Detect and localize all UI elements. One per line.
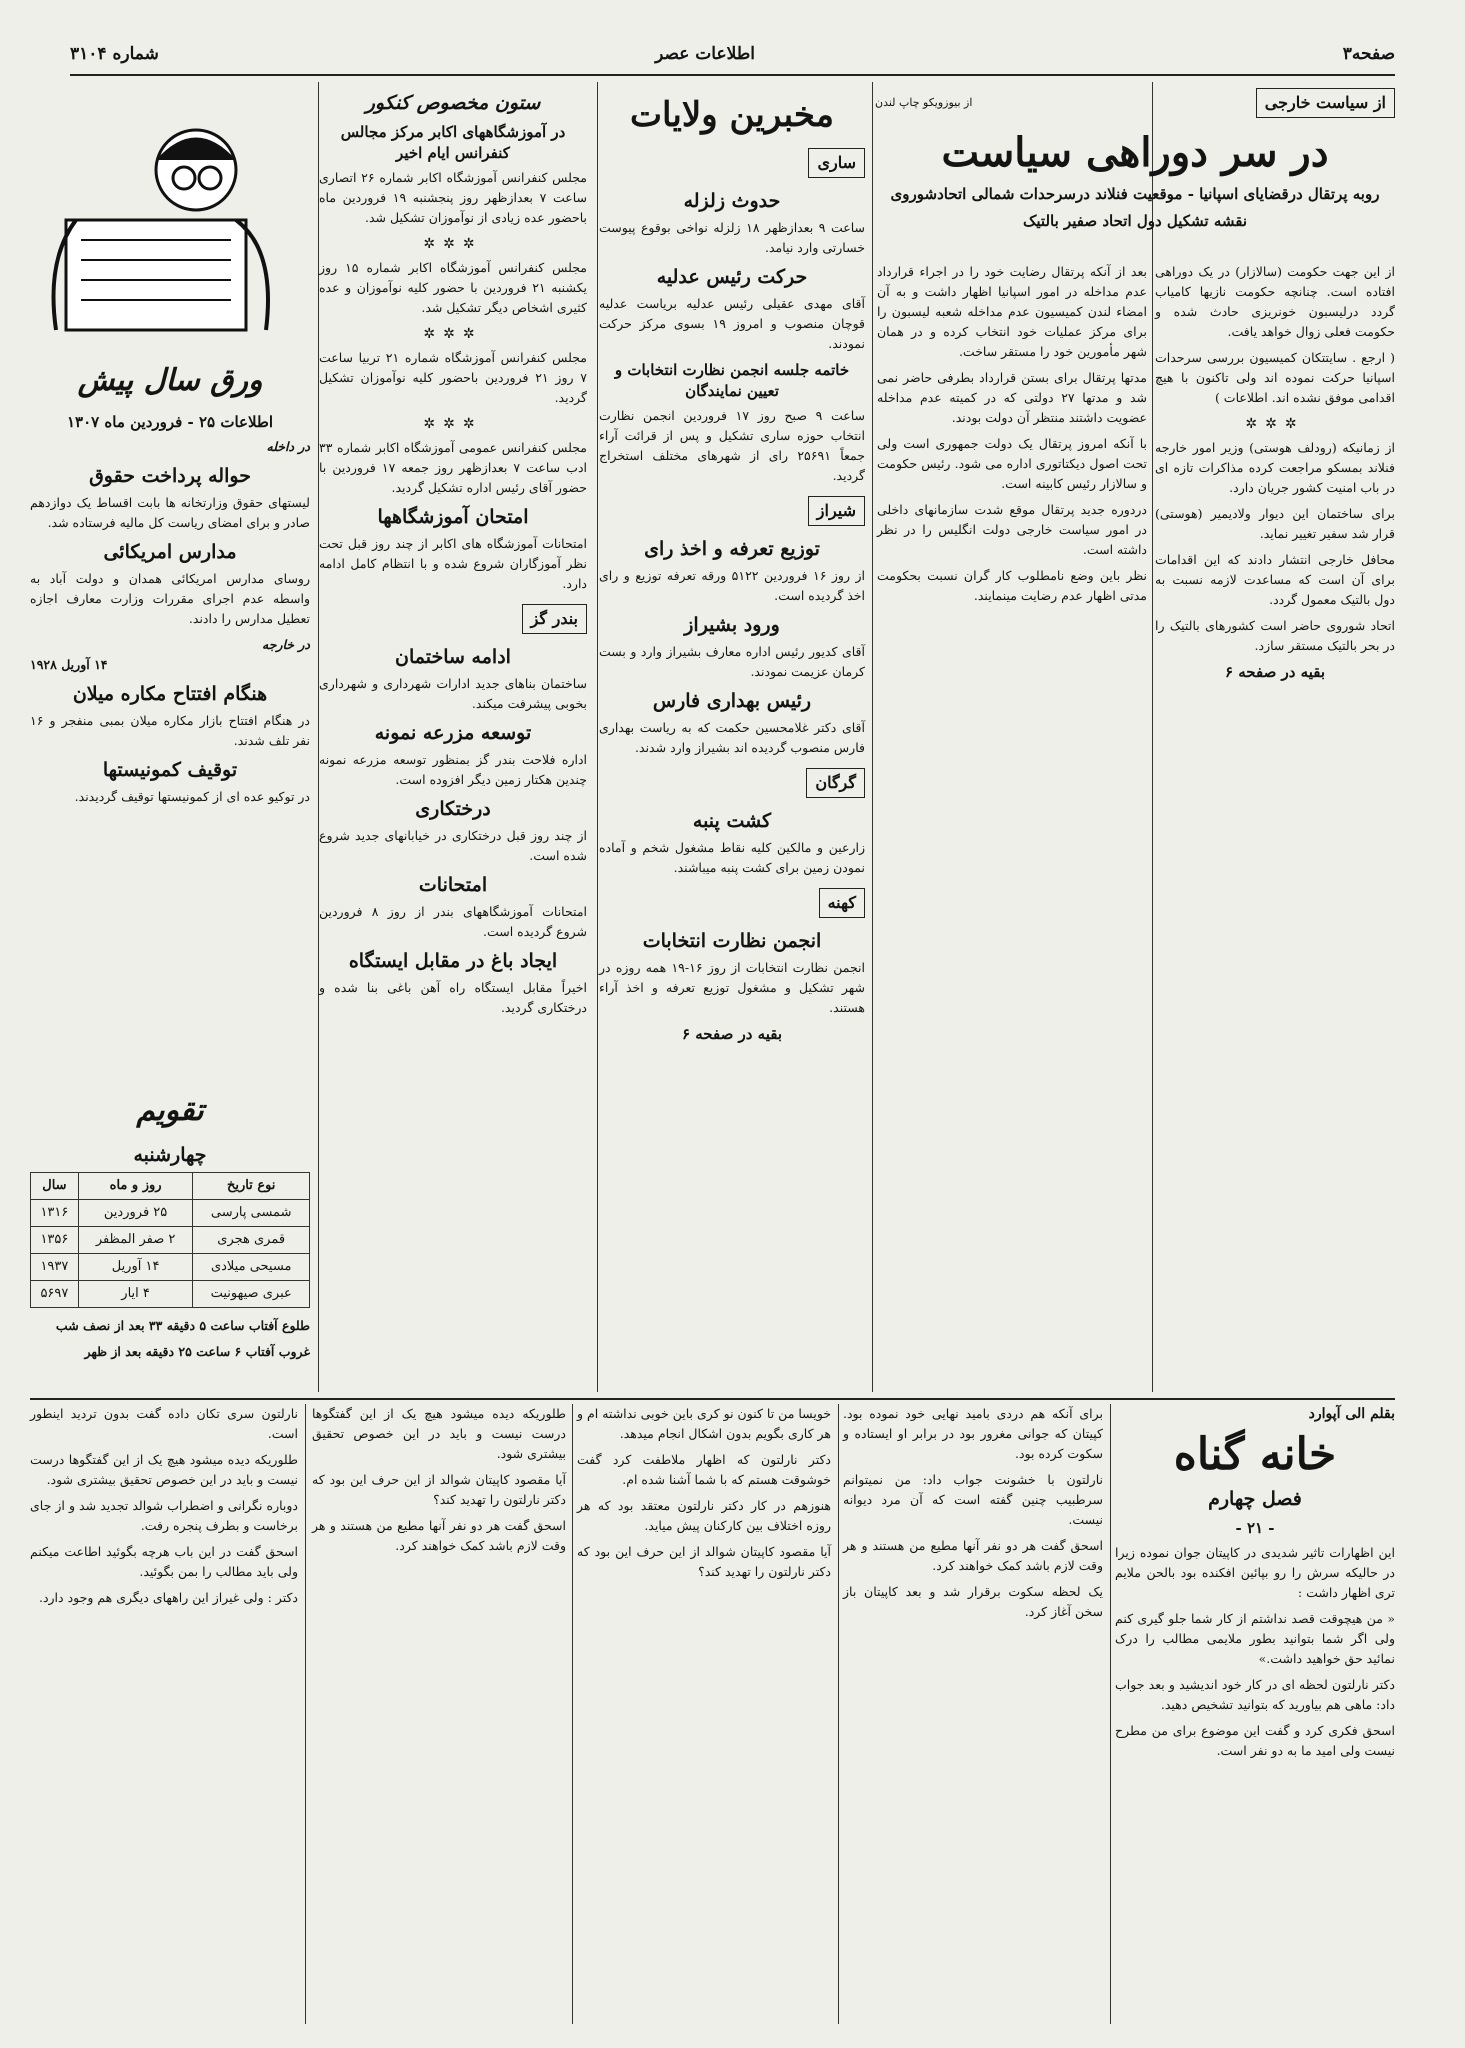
divider-stars: ✲✲✲ [423, 236, 483, 252]
news-body: از چند روز قبل درختکاری در خیابانهای جدید شروع شده است. [319, 828, 587, 863]
weekday: چهارشنبه [133, 1144, 207, 1166]
news-body: از روز ۱۶ فروردین ۵۱۲۲ ورقه تعرفه توزیع و رای اخذ گردیده است. [599, 568, 865, 603]
calendar-title: تقویم [136, 1093, 204, 1128]
city-tag: بندر گز [522, 604, 587, 634]
news-body: زارعین و مالکین کلیه نقاط مشغول شخم و آماده نمودن زمین برای کشت پنبه میباشند. [599, 840, 865, 875]
news-body: اخیراً مقابل ایستگاه راه آهن باغی بنا شده و درختکاری گردید. [319, 980, 587, 1015]
news-headline: ایجاد باغ در مقابل ایستگاه [348, 950, 558, 972]
news-headline: کشت پنبه [692, 810, 772, 832]
news-headline: درختکاری [415, 798, 491, 820]
news-body: لیستهای حقوق وزارتخانه ها بابت اقساط یک دوازدهم صادر و برای امضای ریاست کل مالیه فرستاده شد. [30, 495, 310, 530]
paragraph: ( ارجع . سایتتکان کمیسیون بررسی سرحدات اسپانیا حرکت نموده اند ولی تاکنون با هیچ اقدامی موفق نشده اند. اطلاعات ) [1155, 350, 1395, 405]
table-row [31, 1227, 310, 1254]
serial-chapter: فصل چهارم [1208, 1488, 1302, 1510]
paragraph: خویسا من تا کنون نو کری باین خوبی نداشته ام و هر کاری بگویم بدون اشکال انجام میدهد. [577, 1406, 831, 1441]
paragraph: « من هیچوقت قصد نداشتم از کار شما جلو گیری کنم ولی اگر شما بتوانید بطور ملایمی مطالب را درک نمائید حق خواهید داشت.» [1115, 1611, 1395, 1666]
paragraph: اسحق گفت هر دو نفر آنها مطیع من هستند و هر وقت لازم باشد کمک خواهند کرد. [312, 1518, 566, 1553]
paragraph: آیا مقصود کاپیتان شوالد از این حرف این بود که دکتر نارلتون را تهدید کند؟ [577, 1544, 831, 1579]
paragraph: مجلس کنفرانس عمومی آموزشگاه اکابر شماره ۳۳ ادب ساعت ۷ بعدازظهر روز جمعه ۱۷ فروردین با حضور آقای رئیس اداره تشکیل گردید. [319, 440, 587, 495]
table-row [31, 1200, 310, 1227]
city-tag: کهنه [819, 888, 865, 918]
news-body: ساختمان بناهای جدید ادارات شهرداری و شهرداری بخوبی پیشرفت میکند. [319, 676, 587, 711]
city-tag: گرگان [806, 768, 865, 798]
news-headline: امتحان آموزشگاهها [377, 506, 529, 528]
sunset-text: غروب آفتاب ۶ ساعت ۲۵ دقیقه بعد از ظهر [84, 1344, 310, 1359]
divider-stars: ✲✲✲ [423, 416, 483, 432]
news-headline: انجمن نظارت انتخابات [642, 930, 822, 952]
years-ago-title: ورق سال پیش [77, 363, 263, 398]
sunrise-text: طلوع آفتاب ساعت ۵ دقیقه ۳۳ بعد از نصف شب [55, 1318, 310, 1333]
news-body: در هنگام افتتاح بازار مکاره میلان بمبی منفجر و ۱۶ نفر تلف شدند. [30, 713, 310, 748]
column-tag: ستون مخصوص کنکور [365, 92, 541, 114]
paragraph: این اظهارات تاثیر شدیدی در کاپیتان جوان نموده زیرا در حالیکه سرش را رو بپائین افکنده بود بالحن ملایم تری اظهار داشت : [1115, 1545, 1395, 1600]
calendar-header: روز و ماه [78, 1173, 193, 1200]
paragraph: مجلس کنفرانس آموزشگاه اکابر شماره ۱۵ روز یکشنبه ۲۱ فروردین با حضور کلیه نوآموزان و عده کثیری اشخاص دیگر تشکیل شد. [319, 260, 587, 315]
news-headline: حرکت رئیس عدلیه [656, 266, 808, 288]
divider-stars: ✲✲✲ [1245, 416, 1305, 432]
calendar-box [30, 1080, 310, 1368]
city-tag: ساری [808, 148, 865, 178]
domestic-tag: در داخله [266, 439, 310, 454]
serial-col-5 [312, 1404, 566, 1562]
paragraph: اتحاد شوروی حاضر است کشورهای بالتیک را در بحر بالتیک مستقر سازد. [1155, 618, 1395, 653]
paragraph: بعد از آنکه پرتقال رضایت خود را در اجراء قرارداد عدم مداخله در امور اسپانیا اظهار داشت و به آن امضاء لندن کمیسیون عدم مداخله شعبه لیسبون را برای مرکز عملیات خود انتخاب کرده و در همان شهر مأمورین خود را مستقر ساخت. [877, 264, 1147, 359]
paper-name: اطلاعات عصر [655, 44, 755, 64]
section-tag: از سیاست خارجی [1256, 88, 1395, 118]
news-headline: خاتمه جلسه انجمن نظارت انتخابات و تعیین نمایندگان [614, 361, 850, 400]
news-body: روسای مدارس امریکائی همدان و دولت آباد به واسطه عدم اجرای مقررات وزارت معارف اجازه تعطیل مدارس را دادند. [30, 571, 310, 626]
serial-col-4 [30, 1404, 298, 1614]
paragraph: مدتها پرتقال برای بستن قرارداد بطرفی حاضر نمی شد و مدتها ۲۷ دولتی که در کمیته عدم مداخله عضویت داشتند منتظر آن دولت بودند. [877, 370, 1147, 425]
years-ago-date: اطلاعات ۲۵ - فروردین ماه ۱۳۰۷ [66, 413, 274, 431]
news-body: انجمن نظارت انتخابات از روز ۱۶-۱۹ همه روزه در شهر تشکیل و مشغول توزیع تعرفه و اخذ آراء هستند. [599, 960, 866, 1015]
news-body: امتحانات آموزشگاههای بندر از روز ۸ فروردین شروع گردیده است. [319, 904, 587, 939]
paragraph: اسحق گفت در این باب هرچه بگوئید اطاعت میکنم ولی باید مطالب را بمن بگوئید. [30, 1544, 298, 1579]
serial-col-2 [843, 1404, 1103, 1628]
paragraph: نارلتون سری تکان داده گفت بدون تردید اینطور است. [30, 1406, 298, 1441]
paragraph: آیا مقصود کاپیتان شوالد از این حرف این بود که دکتر نارلتون را تهدید کند؟ [312, 1472, 566, 1507]
column-rule [872, 82, 873, 1392]
news-headline: مدارس امریکائی [103, 541, 237, 563]
serial-author: بقلم الی آپوارد [1308, 1406, 1395, 1422]
column-rule [838, 1404, 839, 2024]
headline: در سر دوراهی سیاست [941, 129, 1329, 176]
table-cell: ۱۳۵۶ [31, 1227, 79, 1254]
news-body: امتحانات آموزشگاه های اکابر از چند روز قبل تحت نظر آموزگاران شروع شده و با انتظام کامل ادامه دارد. [319, 536, 587, 591]
calendar-header: نوع تاریخ [193, 1173, 310, 1200]
paragraph: برای آنکه هم دردی بامید نهایی خود نموده بود. کپیتان که جوانی مغرور بود در برابر او ایستاده و سکوت کرده بود. [843, 1406, 1103, 1461]
paragraph: برای ساختمان این دیوار ولادیمیر (هوستی) قرار شد سفیر تغییر نماید. [1155, 506, 1395, 541]
paragraph: از این جهت حکومت (سالازار) در یک دوراهی افتاده است. چنانچه حکومت نازیها کامیاب گردد درلیسبون خونریزی حادث شده و حکومت فعلی زوال خواهد یافت. [1155, 264, 1395, 339]
column-rule [1110, 1404, 1111, 2024]
table-cell: عبری صیهونیت [193, 1281, 310, 1308]
table-cell: ۱۴ آوریل [78, 1254, 193, 1281]
paragraph: با آنکه امروز پرتقال یک دولت جمهوری است ولی تحت اصول دیکتاتوری اداره می شود. رئیس حکومت و سالازار رئیس کابینه است. [877, 436, 1147, 491]
paragraph: یک لحظه سکوت برقرار شد و بعد کاپیتان باز سخن آغاز کرد. [843, 1584, 1103, 1619]
continued-note: بقیه در صفحه ۶ [681, 1025, 783, 1043]
table-cell: ۱۳۱۶ [31, 1200, 79, 1227]
news-body: ساعت ۹ صبح روز ۱۷ فروردین انجمن نظارت انتخاب حوزه ساری تشکیل و پس از قرائت آراء جمعاً ۲۵۶۹۱ رای از شهرهای مختلف استخراج گردید. [599, 408, 865, 483]
table-cell: ۱۹۳۷ [31, 1254, 79, 1281]
paragraph: مجلس کنفرانس آموزشگاه اکابر شماره ۲۶ اتصاری ساعت ۷ بعدازظهر روز پنجشنبه ۱۹ فروردین ماه باحضور عده زیادی از نوآموزان تشکیل شد. [319, 170, 587, 225]
news-headline: ادامه ساختمان [395, 646, 511, 668]
news-headline: توسعه مزرعه نمونه [374, 722, 532, 744]
paragraph: اسحق گفت هر دو نفر آنها مطیع من هستند و هر وقت لازم باشد کمک خواهند کرد. [843, 1538, 1103, 1573]
calendar-table [30, 1172, 310, 1308]
serial-col-1 [1115, 1404, 1395, 1767]
news-headline: هنگام افتتاح مکاره میلان [72, 683, 268, 705]
divider-stars: ✲✲✲ [423, 326, 483, 342]
foreign-news-col-2 [1155, 262, 1395, 689]
news-headline: ورود بشیراز [684, 614, 780, 636]
column-rule [597, 82, 598, 1392]
table-cell: قمری هجری [193, 1227, 310, 1254]
city-tag: شیراز [808, 496, 865, 526]
paragraph: طلوریکه دیده میشود هیچ یک از این گفتگوها درست نیست و باید در این خصوص تحقیق بیشتری شود. [312, 1406, 566, 1461]
news-headline: توزیع تعرفه و اخذ رای [644, 538, 820, 560]
news-headline: حدوث زلزله [683, 190, 781, 212]
news-body: در توکیو عده ای از کمونیستها توقیف گردیدند. [74, 789, 310, 804]
paragraph: دردوره جدید پرتقال موقع شدت سازمانهای داخلی در امور سیاست خارجی دولت انگلیس را در نظر داشته است. [877, 502, 1147, 557]
subheadline: روبه پرتقال درقضایای اسپانیا - موقعیت فنلاند درسرحدات شمالی اتحادشوروی [890, 185, 1380, 203]
table-row [31, 1254, 310, 1281]
news-headline: امتحانات [418, 874, 488, 896]
news-body: آقای کدیور رئیس اداره معارف بشیراز وارد و بست کرمان عزیمت نمودند. [599, 644, 865, 679]
column-headline: در آموزشگاههای اکابر مرکز مجالس کنفرانس ایام اخیر [340, 123, 566, 162]
paragraph: نارلتون با خشونت جواب داد: من نمیتوانم سرطبیب چنین گفته است که آن مرد دیوانه نیست. [843, 1472, 1103, 1527]
news-body: آقای مهدی عقیلی رئیس عدلیه بریاست عدلیه قوچان منصوب و امروز ۱۹ بسوی مرکز حرکت نمودند. [599, 296, 866, 351]
column-rule [572, 1404, 573, 2024]
serial-part: - ۲۱ - [1235, 1519, 1275, 1537]
provinces-title: مخبرین ولایات [630, 95, 834, 135]
column-rule [305, 1404, 306, 2024]
paragraph: دکتر : ولی غیراز این راههای دیگری هم وجود دارد. [38, 1590, 298, 1605]
subheadline: نقشه تشکیل دول اتحاد صفیر بالتیک [1022, 212, 1248, 230]
foreign-date: ۱۴ آوریل ۱۹۲۸ [30, 657, 108, 672]
news-body: ساعت ۹ بعدازظهر ۱۸ زلزله نواخی بوقوع پیوست خسارتی وارد نیامد. [599, 220, 865, 255]
calendar-header: سال [31, 1173, 79, 1200]
news-headline: رئیس بهداری فارس [652, 690, 812, 712]
table-cell: ۴ ایار [78, 1281, 193, 1308]
masthead [70, 44, 1395, 70]
news-headline: حواله پرداخت حقوق [89, 465, 251, 487]
source-line: از بیوزویکو چاپ لندن [875, 96, 973, 109]
paragraph: محافل خارجی انتشار دادند که این اقدامات برای آن است که مساعدت لازمه نسبت به دول بالتیک معمول گردد. [1155, 552, 1395, 607]
news-headline: توقیف کمونیستها [102, 759, 238, 781]
reader-illustration [36, 110, 304, 350]
table-cell: ۲ صفر المظفر [78, 1227, 193, 1254]
section-rule [30, 1398, 1395, 1400]
table-cell: شمسی پارسی [193, 1200, 310, 1227]
top-rule [70, 74, 1395, 76]
paragraph: دکتر نارلتون لحظه ای در کار خود اندیشید و بعد جواب داد: ماهی هم بیاورید که بتوانید تشخیص دهید. [1115, 1677, 1395, 1712]
youth-column [319, 84, 587, 1024]
paragraph: طلوریکه دیده میشود هیچ یک از این گفتگوها درست نیست و باید در این خصوص تحقیق بیشتری شود. [30, 1452, 298, 1487]
issue-label: شماره ۳۱۰۴ [70, 44, 159, 64]
serial-title: خانه گناه [1173, 1429, 1337, 1480]
paragraph: مجلس کنفرانس آموزشگاه شماره ۲۱ تربیا ساعت ۷ روز ۲۱ فروردین باحضور کلیه نوآموزان تشکیل گردید. [319, 350, 587, 405]
paragraph: دکتر نارلتون که اظهار ملاطفت کرد گفت خوشوقت هستم که با شما آشنا شده ام. [577, 1452, 831, 1487]
provinces-column [599, 84, 865, 1049]
paragraph: دوباره نگرانی و اضطراب شوالد تجدید شد و از جای برخاست و بطرف پنجره رفت. [30, 1498, 298, 1533]
foreign-news-header [875, 84, 1395, 236]
news-body: آقای دکتر غلامحسین حکمت که به ریاست بهداری فارس منصوب گردیده اند بشیراز وارد شدند. [599, 720, 865, 755]
page-label: صفحه۳ [1342, 44, 1395, 64]
table-cell: ۲۵ فروردین [78, 1200, 193, 1227]
foreign-news-col-1 [877, 262, 1147, 612]
paragraph: هنوزهم در کار دکتر نارلتون معتقد بود که هر روزه اختلاف بین کارکنان پیش میاید. [577, 1498, 831, 1533]
column-rule [1152, 82, 1153, 1392]
news-body: اداره فلاحت بندر گز بمنظور توسعه مزرعه نمونه چندین هکتار زمین دیگر افزوده است. [319, 752, 587, 787]
paragraph: اسحق فکری کرد و گفت این موضوع برای من مطرح نیست ولی امید ما به دو نفر است. [1115, 1723, 1395, 1758]
table-cell: مسیحی میلادی [193, 1254, 310, 1281]
paragraph: از زمانیکه (رودلف هوستی) وزیر امور خارجه فنلاند بمسکو مراجعت کرده مذاکرات تازه ای در باب امنیت کشور جریان دارد. [1155, 440, 1395, 495]
foreign-tag: در خارجه [262, 637, 310, 652]
continued-note: بقیه در صفحه ۶ [1224, 663, 1326, 681]
table-cell: ۵۶۹۷ [31, 1281, 79, 1308]
table-row [31, 1281, 310, 1308]
serial-col-3 [577, 1404, 831, 1588]
years-ago-column [30, 350, 310, 813]
paragraph: نظر باین وضع نامطلوب کار گران نسبت بحکومت مدتی اظهار عدم رضایت مینمایند. [877, 568, 1147, 603]
